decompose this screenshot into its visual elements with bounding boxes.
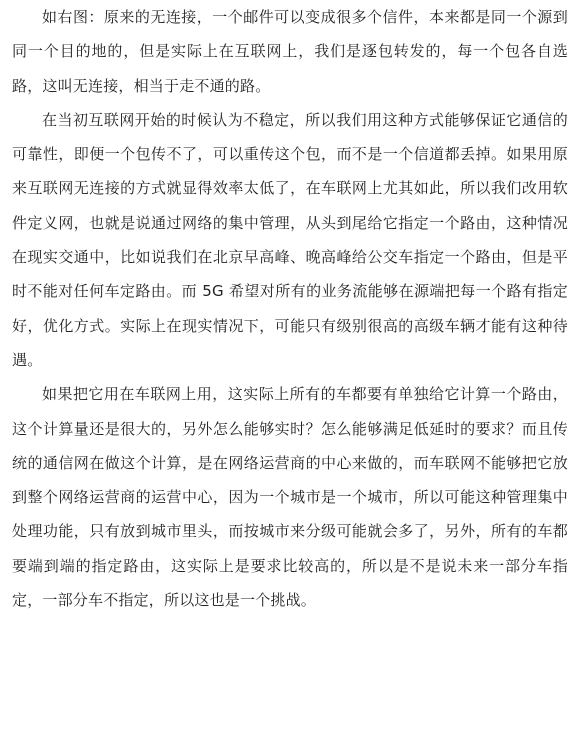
document-body: [12, 0, 568, 617]
paragraph-1: 如右图：原来的无连接，一个邮件可以变成很多个信件，本来都是同一个源到同一个目的地的，但是实际上在互联网上，我们是逐包转发的，每一个包各自选路，这叫无连接，相当于走不通的路。: [12, 8, 568, 95]
paragraph-2: 在当初互联网开始的时候认为不稳定，所以我们用这种方式能够保证它通信的可靠性，即便一个包传不了，可以重传这个包，而不是一个信道都丢掉。如果用原来互联网无连接的方式就显得效率太低了，在车联网上尤其如此，所以我们改用软件定义网，也就是说通过网络的集中管理，从头到尾给它指定一个路由，这种情况在现实交通中，比如说我们在北京早高峰、晚高峰给公交车指定一个路由，但是平时不能对任何车定路由。而 5G 希望对所有的业务流能够在源端把每一个路有指定好，优化方式。实际上在现实情况下，可能只有级别很高的高级车辆才能有这种待遇。: [12, 110, 568, 369]
paragraph-3: 如果把它用在车联网上用，这实际上所有的车都要有单独给它计算一个路由，这个计算量还是很大的，另外怎么能够实时？怎么能够满足低延时的要求？而且传统的通信网在做这个计算，是在网络运营商的中心来做的，而车联网不能够把它放到整个网络运营商的运营中心，因为一个城市是一个城市，所以可能这种管理集中处理功能，只有放到城市里头，而按城市来分级可能就会多了，另外，所有的车都要端到端的指定路由，这实际上是要求比较高的，所以是不是说未来一部分车指定，一部分车不指定，所以这也是一个挑战。: [12, 385, 568, 610]
